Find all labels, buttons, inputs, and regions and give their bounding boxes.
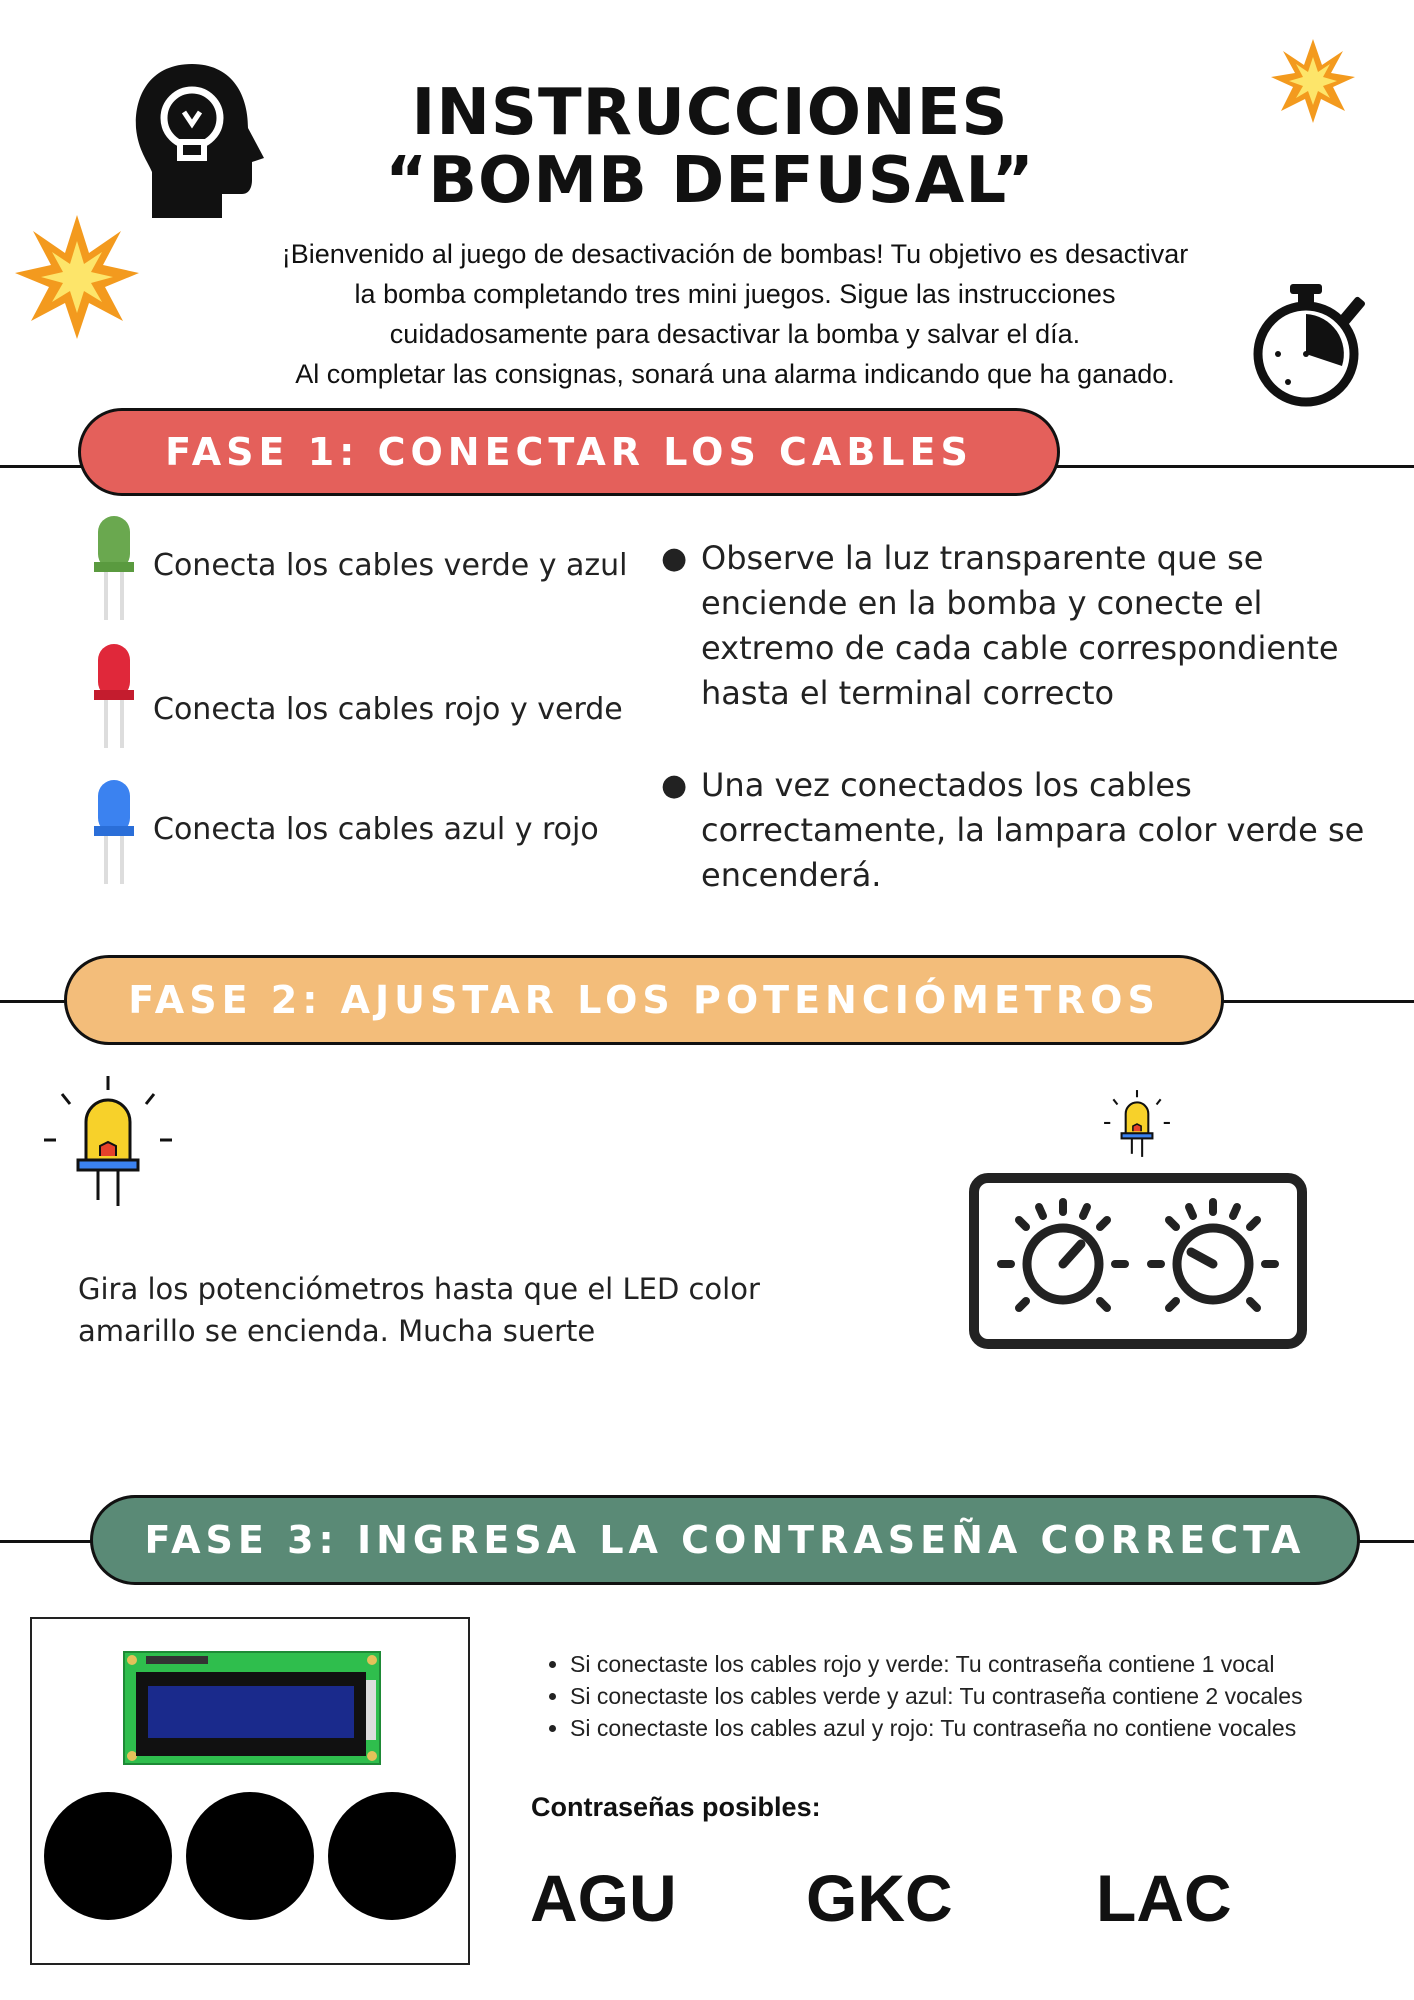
starburst-icon — [1268, 36, 1358, 126]
intro-line: cuidadosamente para desactivar la bomba y salvar el día. — [389, 319, 1081, 349]
bullet-dot: ● — [661, 541, 688, 576]
page-title-line2: “BOMB DEFUSAL” — [385, 144, 1035, 218]
green-led-icon — [88, 512, 148, 622]
intro-line: la bomba completando tres mini juegos. Sigue las instrucciones — [354, 279, 1116, 309]
password-hints — [538, 1648, 1398, 1744]
phase2-title: FASE 2: AJUSTAR LOS POTENCIÓMETROS — [128, 978, 1160, 1022]
head-lightbulb-icon — [130, 62, 270, 222]
yellow-led-icon — [38, 1072, 178, 1212]
starburst-icon — [12, 212, 142, 342]
button-circle — [328, 1792, 456, 1920]
red-led-icon — [88, 640, 148, 750]
bullet-dot: ● — [661, 768, 688, 803]
phase1-bullet — [661, 763, 1381, 898]
password-option: AGU — [530, 1861, 677, 1935]
blue-led-icon — [88, 776, 148, 886]
stopwatch-icon — [1252, 282, 1372, 412]
button-circle — [186, 1792, 314, 1920]
lcd-module-icon — [122, 1650, 382, 1766]
hint-item: • Si conectaste los cables verde y azul: Tu contraseña contiene 2 vocales — [570, 1680, 1398, 1712]
page-title-line1: INSTRUCCIONES — [411, 76, 1009, 150]
led-instruction: Conecta los cables rojo y verde — [153, 692, 623, 727]
led-instruction: Conecta los cables azul y rojo — [153, 812, 599, 847]
potentiometer-panel-icon — [968, 1172, 1308, 1350]
yellow-led-icon — [1100, 1088, 1174, 1160]
phase1-banner — [78, 408, 1060, 496]
hint-item: • Si conectaste los cables rojo y verde: Tu contraseña contiene 1 vocal — [570, 1648, 1398, 1680]
intro-line: ¡Bienvenido al juego de desactivación de bombas! Tu objetivo es desactivar — [281, 239, 1189, 269]
button-circle — [44, 1792, 172, 1920]
led-instruction: Conecta los cables verde y azul — [153, 548, 628, 583]
hint-item: • Si conectaste los cables azul y rojo: Tu contraseña no contiene vocales — [570, 1712, 1398, 1744]
phase2-banner — [64, 955, 1224, 1045]
phase1-bullet — [661, 536, 1381, 716]
password-option: GKC — [806, 1861, 953, 1935]
phase1-bullet-text: Observe la luz transparente que se enciende en la bomba y conecte el extremo de cada cable correspondiente hasta el terminal correcto — [701, 539, 1339, 712]
phase2-instruction: Gira los potenciómetros hasta que el LED color amarillo se encienda. Mucha suerte — [78, 1272, 760, 1348]
phase3-title: FASE 3: INGRESA LA CONTRASEÑA CORRECTA — [144, 1518, 1306, 1562]
passwords-label: Contraseñas posibles: — [531, 1792, 821, 1822]
intro-paragraph — [160, 234, 1310, 394]
phase3-banner — [90, 1495, 1360, 1585]
phase1-bullet-text: Una vez conectados los cables correctamente, la lampara color verde se encenderá. — [701, 766, 1365, 894]
phase1-title: FASE 1: CONECTAR LOS CABLES — [165, 430, 973, 474]
intro-line: Al completar las consignas, sonará una alarma indicando que ha ganado. — [295, 359, 1175, 389]
password-option: LAC — [1096, 1861, 1232, 1935]
